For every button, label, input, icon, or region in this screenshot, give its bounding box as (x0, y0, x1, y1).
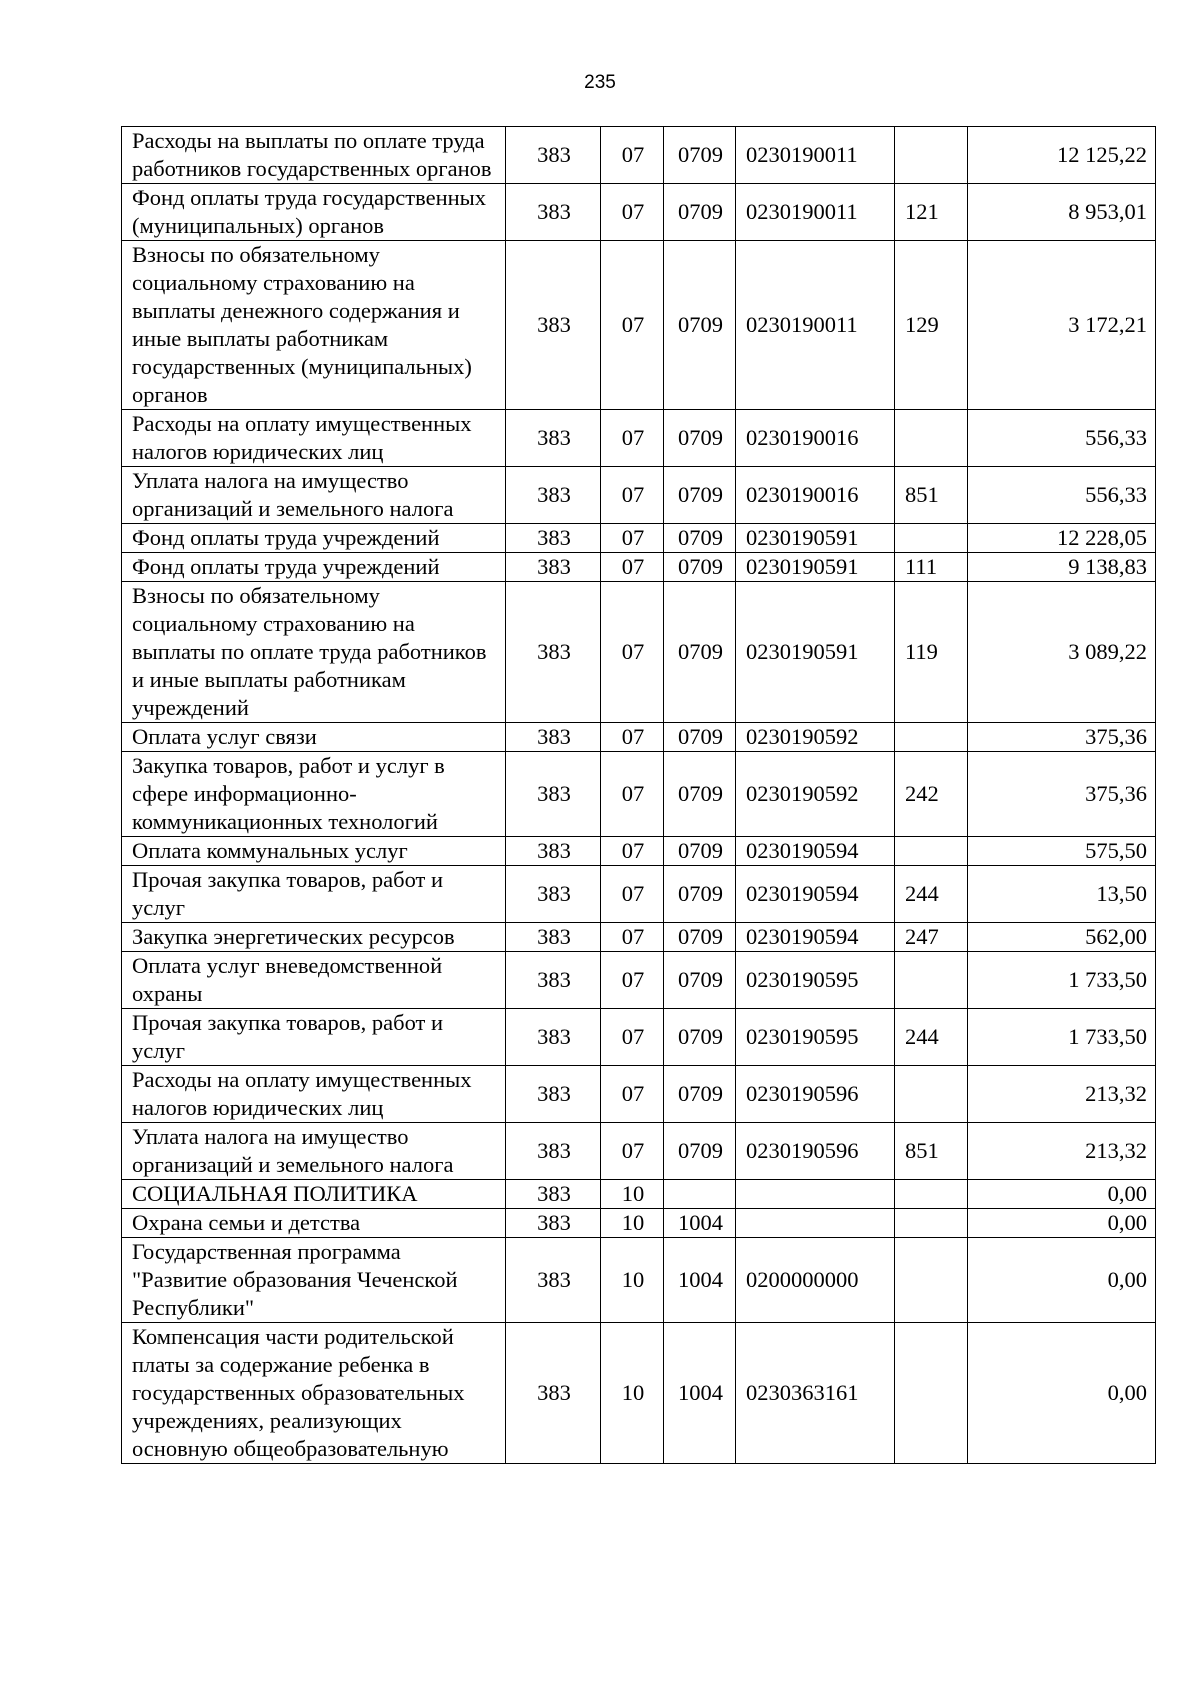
section-code-cell: 07 (601, 184, 664, 241)
table-row (122, 241, 1156, 410)
amount-cell: 12 125,22 (968, 127, 1156, 184)
amount-cell: 562,00 (968, 923, 1156, 952)
table-row (122, 752, 1156, 837)
table-row (122, 837, 1156, 866)
target-article-cell: 0230190594 (736, 837, 895, 866)
table-row (122, 524, 1156, 553)
subsection-code-cell: 0709 (664, 952, 736, 1009)
amount-cell: 13,50 (968, 866, 1156, 923)
amount-cell: 375,36 (968, 723, 1156, 752)
subsection-code-cell: 0709 (664, 467, 736, 524)
subsection-code-cell: 1004 (664, 1209, 736, 1238)
expense-type-cell (895, 1323, 968, 1464)
ved-code-cell: 383 (506, 524, 601, 553)
expense-type-cell: 851 (895, 1123, 968, 1180)
amount-cell: 8 953,01 (968, 184, 1156, 241)
amount-cell: 1 733,50 (968, 952, 1156, 1009)
item-name-cell: Уплата налога на имущество организаций и земельного налога (122, 467, 506, 524)
section-code-cell: 07 (601, 866, 664, 923)
ved-code-cell: 383 (506, 1180, 601, 1209)
amount-cell: 1 733,50 (968, 1009, 1156, 1066)
expense-type-cell: 129 (895, 241, 968, 410)
section-code-cell: 07 (601, 241, 664, 410)
section-code-cell: 10 (601, 1238, 664, 1323)
ved-code-cell: 383 (506, 923, 601, 952)
page-number: 235 (584, 72, 616, 93)
target-article-cell: 0230190594 (736, 923, 895, 952)
table-row (122, 582, 1156, 723)
expense-type-cell: 121 (895, 184, 968, 241)
target-article-cell: 0230190596 (736, 1123, 895, 1180)
target-article-cell: 0230190595 (736, 1009, 895, 1066)
subsection-code-cell: 0709 (664, 923, 736, 952)
amount-cell: 12 228,05 (968, 524, 1156, 553)
section-code-cell: 07 (601, 752, 664, 837)
subsection-code-cell: 0709 (664, 582, 736, 723)
ved-code-cell: 383 (506, 1009, 601, 1066)
item-name-cell: Охрана семьи и детства (122, 1209, 506, 1238)
table-row (122, 866, 1156, 923)
table-row (122, 127, 1156, 184)
amount-cell: 0,00 (968, 1180, 1156, 1209)
ved-code-cell: 383 (506, 952, 601, 1009)
target-article-cell: 0230190592 (736, 752, 895, 837)
ved-code-cell: 383 (506, 184, 601, 241)
subsection-code-cell: 1004 (664, 1323, 736, 1464)
section-code-cell: 07 (601, 582, 664, 723)
item-name-cell: Оплата услуг вневедомственной охраны (122, 952, 506, 1009)
expense-type-cell: 851 (895, 467, 968, 524)
target-article-cell: 0200000000 (736, 1238, 895, 1323)
item-name-cell: Прочая закупка товаров, работ и услуг (122, 866, 506, 923)
expense-type-cell: 244 (895, 1009, 968, 1066)
table-body (122, 127, 1156, 1464)
target-article-cell: 0230190594 (736, 866, 895, 923)
subsection-code-cell: 0709 (664, 410, 736, 467)
item-name-cell: Взносы по обязательному социальному страхованию на выплаты денежного содержания и иные выплаты работникам государственных (муниципальных) органов (122, 241, 506, 410)
item-name-cell: Расходы на выплаты по оплате труда работников государственных органов (122, 127, 506, 184)
item-name-cell: Закупка товаров, работ и услуг в сфере информационно-коммуникационных технологий (122, 752, 506, 837)
expense-type-cell: 247 (895, 923, 968, 952)
section-code-cell: 10 (601, 1323, 664, 1464)
table-row (122, 1123, 1156, 1180)
subsection-code-cell: 0709 (664, 752, 736, 837)
table-row (122, 1066, 1156, 1123)
ved-code-cell: 383 (506, 241, 601, 410)
subsection-code-cell: 0709 (664, 524, 736, 553)
table-row (122, 1323, 1156, 1464)
expense-type-cell (895, 410, 968, 467)
amount-cell: 375,36 (968, 752, 1156, 837)
expense-type-cell (895, 1180, 968, 1209)
ved-code-cell: 383 (506, 127, 601, 184)
item-name-cell: Расходы на оплату имущественных налогов юридических лиц (122, 1066, 506, 1123)
table-row (122, 1009, 1156, 1066)
subsection-code-cell (664, 1180, 736, 1209)
section-code-cell: 07 (601, 553, 664, 582)
target-article-cell (736, 1209, 895, 1238)
subsection-code-cell: 0709 (664, 553, 736, 582)
target-article-cell: 0230190011 (736, 241, 895, 410)
item-name-cell: СОЦИАЛЬНАЯ ПОЛИТИКА (122, 1180, 506, 1209)
table-row (122, 1238, 1156, 1323)
subsection-code-cell: 0709 (664, 184, 736, 241)
target-article-cell: 0230190591 (736, 524, 895, 553)
item-name-cell: Оплата коммунальных услуг (122, 837, 506, 866)
item-name-cell: Уплата налога на имущество организаций и земельного налога (122, 1123, 506, 1180)
amount-cell: 213,32 (968, 1066, 1156, 1123)
section-code-cell: 07 (601, 1009, 664, 1066)
expense-type-cell (895, 524, 968, 553)
expense-type-cell (895, 127, 968, 184)
amount-cell: 9 138,83 (968, 553, 1156, 582)
table-row (122, 952, 1156, 1009)
expense-type-cell: 119 (895, 582, 968, 723)
ved-code-cell: 383 (506, 723, 601, 752)
subsection-code-cell: 0709 (664, 127, 736, 184)
ved-code-cell: 383 (506, 752, 601, 837)
target-article-cell: 0230190011 (736, 184, 895, 241)
table-row (122, 467, 1156, 524)
target-article-cell: 0230190596 (736, 1066, 895, 1123)
section-code-cell: 10 (601, 1209, 664, 1238)
ved-code-cell: 383 (506, 1323, 601, 1464)
expense-type-cell (895, 837, 968, 866)
subsection-code-cell: 0709 (664, 1009, 736, 1066)
target-article-cell: 0230363161 (736, 1323, 895, 1464)
section-code-cell: 07 (601, 410, 664, 467)
target-article-cell (736, 1180, 895, 1209)
item-name-cell: Расходы на оплату имущественных налогов юридических лиц (122, 410, 506, 467)
ved-code-cell: 383 (506, 1209, 601, 1238)
item-name-cell: Компенсация части родительской платы за содержание ребенка в государственных образовательных учреждениях, реализующих основную общеобразовательную (122, 1323, 506, 1464)
item-name-cell: Оплата услуг связи (122, 723, 506, 752)
table-row (122, 410, 1156, 467)
item-name-cell: Закупка энергетических ресурсов (122, 923, 506, 952)
table-row (122, 553, 1156, 582)
table-row (122, 1180, 1156, 1209)
amount-cell: 556,33 (968, 410, 1156, 467)
ved-code-cell: 383 (506, 1123, 601, 1180)
subsection-code-cell: 0709 (664, 837, 736, 866)
target-article-cell: 0230190016 (736, 467, 895, 524)
target-article-cell: 0230190591 (736, 582, 895, 723)
subsection-code-cell: 1004 (664, 1238, 736, 1323)
budget-table (121, 126, 1156, 1464)
item-name-cell: Фонд оплаты труда учреждений (122, 553, 506, 582)
table-row (122, 723, 1156, 752)
section-code-cell: 07 (601, 723, 664, 752)
table-row (122, 184, 1156, 241)
target-article-cell: 0230190592 (736, 723, 895, 752)
ved-code-cell: 383 (506, 1238, 601, 1323)
expense-type-cell: 111 (895, 553, 968, 582)
item-name-cell: Прочая закупка товаров, работ и услуг (122, 1009, 506, 1066)
item-name-cell: Государственная программа "Развитие образования Чеченской Республики" (122, 1238, 506, 1323)
subsection-code-cell: 0709 (664, 723, 736, 752)
item-name-cell: Фонд оплаты труда учреждений (122, 524, 506, 553)
ved-code-cell: 383 (506, 582, 601, 723)
ved-code-cell: 383 (506, 837, 601, 866)
ved-code-cell: 383 (506, 467, 601, 524)
subsection-code-cell: 0709 (664, 1123, 736, 1180)
section-code-cell: 10 (601, 1180, 664, 1209)
expense-type-cell (895, 1066, 968, 1123)
ved-code-cell: 383 (506, 553, 601, 582)
amount-cell: 575,50 (968, 837, 1156, 866)
section-code-cell: 07 (601, 837, 664, 866)
amount-cell: 3 172,21 (968, 241, 1156, 410)
target-article-cell: 0230190591 (736, 553, 895, 582)
expense-type-cell (895, 723, 968, 752)
expense-type-cell (895, 1238, 968, 1323)
item-name-cell: Взносы по обязательному социальному страхованию на выплаты по оплате труда работников и иные выплаты работникам учреждений (122, 582, 506, 723)
section-code-cell: 07 (601, 467, 664, 524)
section-code-cell: 07 (601, 952, 664, 1009)
expense-type-cell (895, 1209, 968, 1238)
expense-type-cell: 244 (895, 866, 968, 923)
target-article-cell: 0230190011 (736, 127, 895, 184)
ved-code-cell: 383 (506, 1066, 601, 1123)
ved-code-cell: 383 (506, 410, 601, 467)
subsection-code-cell: 0709 (664, 241, 736, 410)
target-article-cell: 0230190016 (736, 410, 895, 467)
target-article-cell: 0230190595 (736, 952, 895, 1009)
section-code-cell: 07 (601, 1123, 664, 1180)
table-row (122, 923, 1156, 952)
expense-type-cell (895, 952, 968, 1009)
ved-code-cell: 383 (506, 866, 601, 923)
subsection-code-cell: 0709 (664, 1066, 736, 1123)
expense-type-cell: 242 (895, 752, 968, 837)
section-code-cell: 07 (601, 127, 664, 184)
item-name-cell: Фонд оплаты труда государственных (муниципальных) органов (122, 184, 506, 241)
section-code-cell: 07 (601, 1066, 664, 1123)
table-row (122, 1209, 1156, 1238)
amount-cell: 556,33 (968, 467, 1156, 524)
subsection-code-cell: 0709 (664, 866, 736, 923)
section-code-cell: 07 (601, 524, 664, 553)
amount-cell: 0,00 (968, 1209, 1156, 1238)
section-code-cell: 07 (601, 923, 664, 952)
amount-cell: 213,32 (968, 1123, 1156, 1180)
amount-cell: 0,00 (968, 1323, 1156, 1464)
amount-cell: 0,00 (968, 1238, 1156, 1323)
amount-cell: 3 089,22 (968, 582, 1156, 723)
